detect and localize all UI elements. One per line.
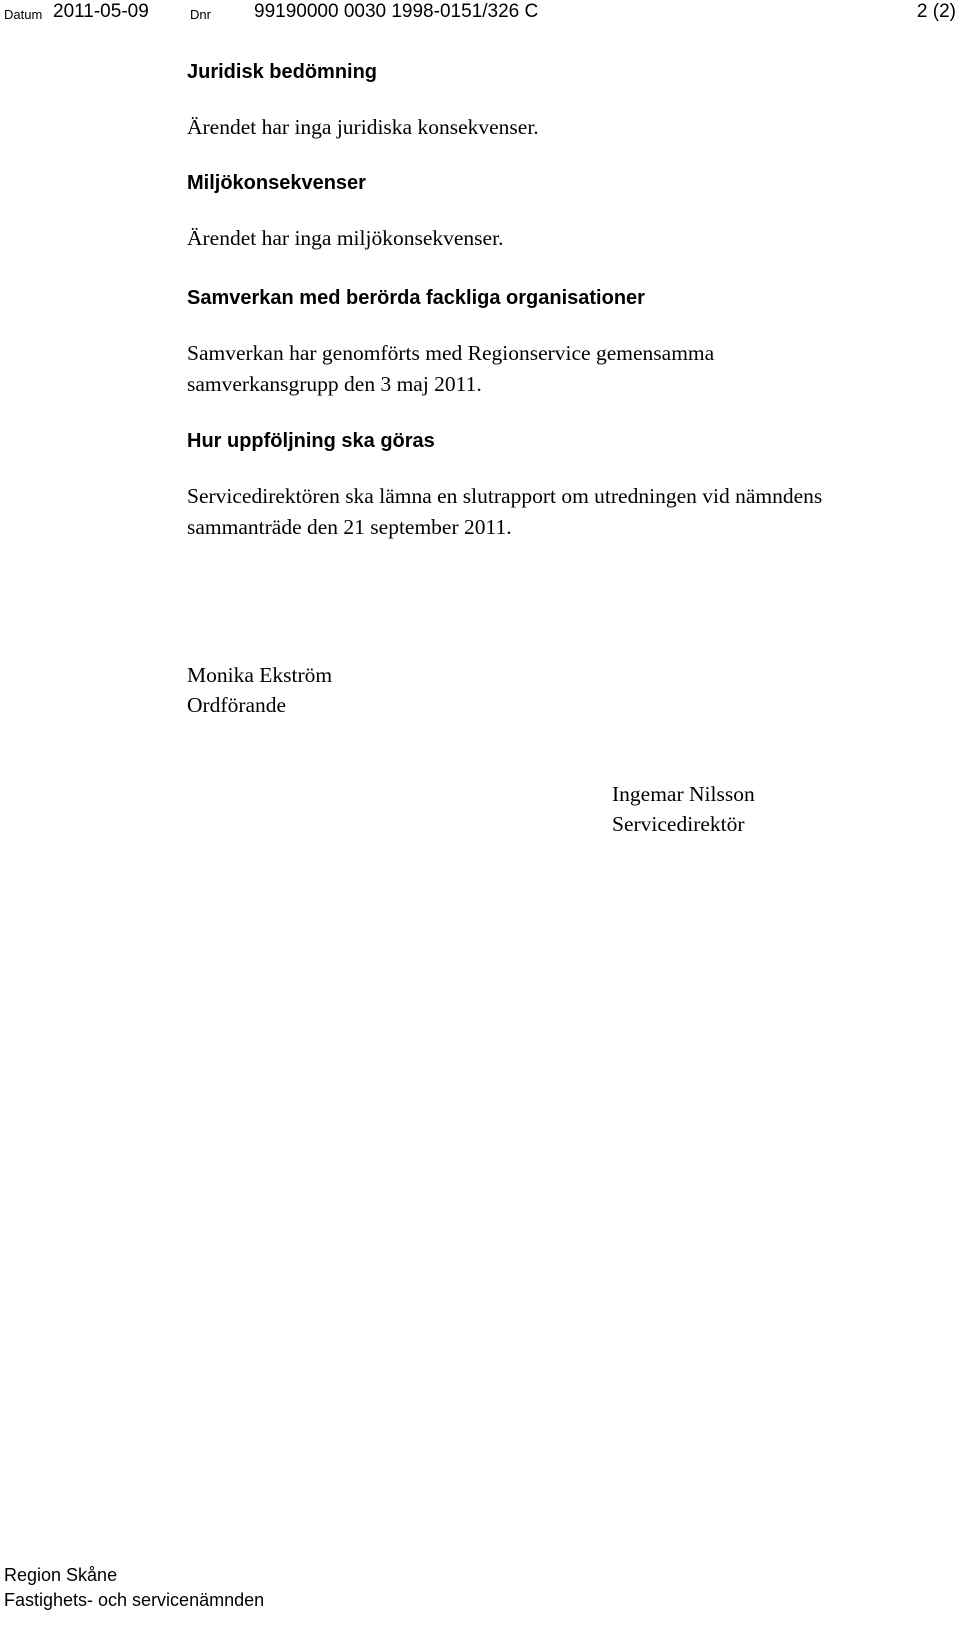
text-line: Ärendet har inga juridiska konsekvenser. xyxy=(187,115,539,139)
dnr-label: Dnr xyxy=(190,7,211,22)
text-line: sammanträde den 21 september 2011. xyxy=(187,515,512,539)
text-line: samverkansgrupp den 3 maj 2011. xyxy=(187,372,482,396)
text-line: Ärendet har inga miljökonsekvenser. xyxy=(187,226,504,250)
signatory-title: Servicedirektör xyxy=(612,812,745,836)
date-label: Datum xyxy=(4,7,43,22)
document-header xyxy=(4,0,960,26)
signature-director xyxy=(612,779,755,839)
section-heading-uppfoljning: Hur uppföljning ska göras xyxy=(187,430,435,452)
dnr-value: 99190000 0030 1998-0151/326 C xyxy=(254,1,539,22)
section-heading-samverkan: Samverkan med berörda fackliga organisationer xyxy=(187,287,645,309)
footer-department: Fastighets- och servicenämnden xyxy=(4,1590,265,1610)
signatory-title: Ordförande xyxy=(187,693,287,717)
section-text-uppfoljning xyxy=(187,481,822,543)
text-line: Servicedirektören ska lämna en slutrapport om utredningen vid nämndens xyxy=(187,484,823,508)
section-heading-miljo: Miljökonsekvenser xyxy=(187,172,366,194)
signature-chair xyxy=(187,660,332,720)
document-footer xyxy=(4,1563,264,1613)
section-text-juridisk xyxy=(187,112,539,143)
section-heading-juridisk: Juridisk bedömning xyxy=(187,61,378,83)
page-number: 2 (2) xyxy=(916,1,956,22)
signatory-name: Monika Ekström xyxy=(187,663,333,687)
section-text-miljo xyxy=(187,223,503,254)
signatory-name: Ingemar Nilsson xyxy=(612,782,755,806)
section-text-samverkan xyxy=(187,338,714,400)
footer-organization: Region Skåne xyxy=(4,1565,118,1585)
date-value: 2011-05-09 xyxy=(53,1,149,22)
text-line: Samverkan har genomförts med Regionservice gemensamma xyxy=(187,341,715,365)
